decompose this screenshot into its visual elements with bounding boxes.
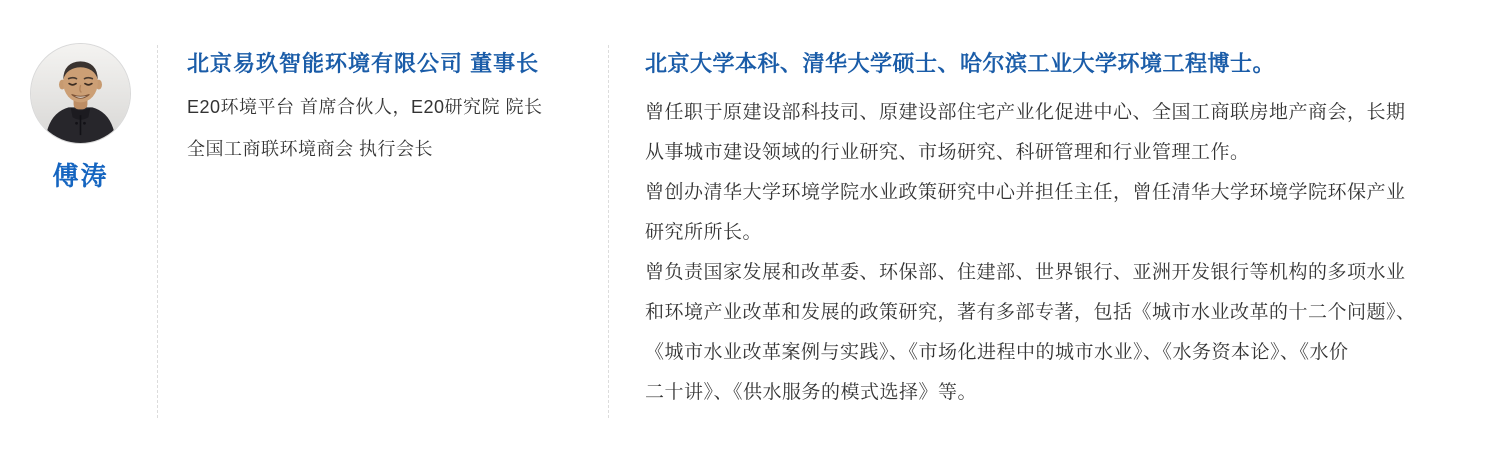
bio-line: 二十讲》、《供水服务的模式选择》等。 <box>645 382 978 403</box>
bio-line: 曾负责国家发展和改革委、环保部、住建部、世界银行、亚洲开发银行等机构的多项水业 <box>645 262 1406 283</box>
bio-column <box>645 48 1465 413</box>
bio-line: 《城市水业改革案例与实践》、《市场化进程中的城市水业》、《水务资本论》、《水价 <box>645 342 1349 363</box>
position-lines <box>187 86 592 170</box>
position-line: 全国工商联环境商会 执行会长 <box>187 139 433 159</box>
bio-line: 曾任职于原建设部科技司、原建设部住宅产业化促进中心、全国工商联房地产商会，长期 <box>645 102 1406 123</box>
bio-line: 从事城市建设领域的行业研究、市场研究、科研管理和行业管理工作。 <box>645 142 1250 163</box>
divider-right <box>608 45 609 418</box>
divider-left <box>157 45 158 418</box>
position-line: E20环境平台 首席合伙人，E20研究院 院长 <box>187 97 543 117</box>
company-title-heading: 北京易玖智能环境有限公司 董事长 <box>187 51 540 76</box>
person-name: 傅涛 <box>52 161 109 191</box>
bio-lines <box>645 93 1465 413</box>
education-heading: 北京大学本科、清华大学硕士、哈尔滨工业大学环境工程博士。 <box>645 51 1276 76</box>
positions-column <box>187 48 592 170</box>
portrait-photo-icon <box>31 44 130 143</box>
bio-line: 研究所所长。 <box>645 222 763 243</box>
avatar <box>30 43 131 144</box>
bio-line: 和环境产业改革和发展的政策研究，著有多部专著，包括《城市水业改革的十二个问题》、 <box>645 302 1416 323</box>
bio-line: 曾创办清华大学环境学院水业政策研究中心并担任主任，曾任清华大学环境学院环保产业 <box>645 182 1406 203</box>
